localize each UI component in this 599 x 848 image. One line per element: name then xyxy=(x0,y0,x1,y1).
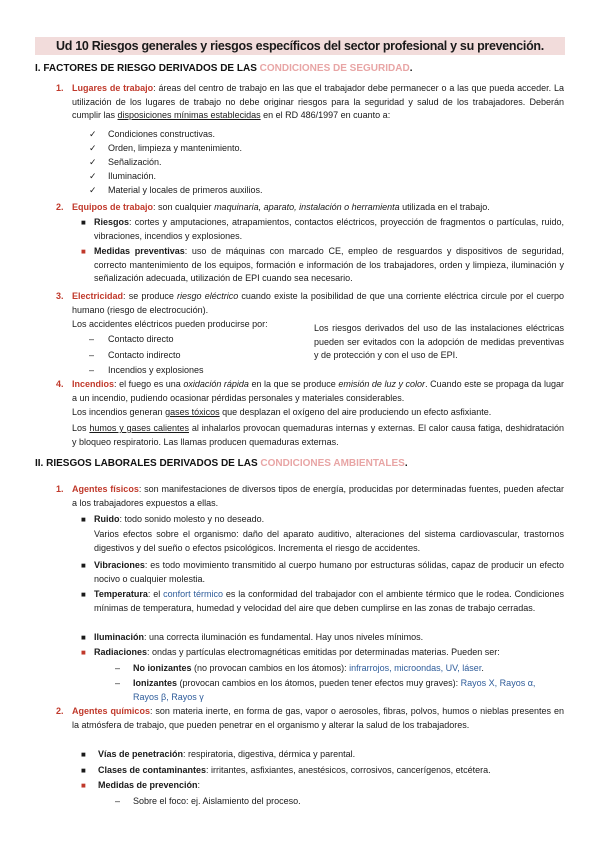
dash-icon: – xyxy=(89,334,95,344)
check-item-3: Señalización. xyxy=(108,157,162,167)
dash-icon: – xyxy=(89,350,95,360)
p2u: gases tóxicos xyxy=(165,407,220,417)
check-item-4: Iluminación. xyxy=(108,171,157,181)
bullet-icon: ■ xyxy=(81,781,86,790)
item-4-number: 4. xyxy=(56,379,64,389)
check-item-5: Material y locales de primeros auxilios. xyxy=(108,185,263,195)
bullet-icon: ■ xyxy=(81,648,86,657)
item-1-underlined: disposiciones mínimas establecidas xyxy=(117,110,261,121)
accidents-intro: Los accidentes eléctricos pueden producirse por: xyxy=(72,319,268,329)
item-2-head: Equipos de trabajo xyxy=(72,202,154,212)
p2a: Los incendios generan xyxy=(72,407,166,417)
temp-t2: es la conformidad del trabajador con el ambiente térmico que le rodea. Condiciones mínimas de temperatura, humedad y velocidad del aire que deben cumplirse en las zonas de trabajo cerradas. xyxy=(94,589,564,613)
p3a: Los xyxy=(72,423,90,433)
vib-head: Vibraciones xyxy=(94,560,145,570)
item-2-measures xyxy=(94,245,564,286)
measures-head: Medidas preventivas xyxy=(94,246,185,256)
item-1-t1: : áreas del centro de trabajo en las que el trabajador debe permanecer o a las que pueda acceder. La utilización de los lugares de trabajo no debe originar riesgos para la seguridad y salud de los trabajadores. Deberán cumplir las xyxy=(72,83,564,121)
ion-head: Ionizantes xyxy=(133,678,178,688)
item-ii-2-t1: : son materia inerte, en forma de gas, vapor o aerosoles, fibras, polvos, humos o nieblas presentes en la atmósfera de trabajo, que pueden penetrar en el organismo y alterar la salud de los trabajadores. xyxy=(72,706,564,730)
item-3-text xyxy=(72,290,564,317)
item-2-t1: : son cualquier xyxy=(153,202,215,212)
dash-icon: – xyxy=(89,365,95,375)
section-2-heading xyxy=(35,457,408,471)
temp-blue: confort térmico xyxy=(163,589,223,599)
item-ii-1-number: 1. xyxy=(56,484,64,494)
ilu-head: Iluminación xyxy=(94,632,145,642)
p3b: al inhalarlos provocan quemaduras internas y externas. El calor causa fatiga, deshidratación y bloqueo respiratorio. Las llamas producen quemaduras externas. xyxy=(72,423,564,447)
dash-item-1: Contacto directo xyxy=(108,334,174,344)
item-1-number: 1. xyxy=(56,83,64,93)
ruido-effects: Varios efectos sobre el organismo: daño del aparato auditivo, alteraciones del sistema cardiovascular, trastornos digestivos y del sueño o efectos psicológicos. Incrementa el riesgo de accidentes. xyxy=(94,529,564,553)
item-3-italic: riesgo eléctrico xyxy=(177,291,239,301)
section-2-prefix: II. RIESGOS LABORALES DERIVADOS DE LAS xyxy=(35,458,261,469)
item-4-t2: en la que se produce xyxy=(248,379,339,389)
item-ii-2-number: 2. xyxy=(56,706,64,716)
item-4-italic-2: emisión de luz y color xyxy=(338,379,426,389)
rad-head: Radiaciones xyxy=(94,647,148,657)
item-1-t2: en el RD 486/1997 en cuanto a: xyxy=(260,110,391,121)
medidas-colon: : xyxy=(197,780,201,790)
noion-blue: infrarrojos, microondas, UV, láser xyxy=(349,663,482,673)
dash-icon: – xyxy=(115,678,121,688)
section-1-highlight: CONDICIONES DE SEGURIDAD xyxy=(259,63,410,74)
vibraciones xyxy=(94,559,564,586)
item-4-para-3 xyxy=(72,422,564,449)
temperatura xyxy=(94,588,564,615)
item-3-head: Electricidad xyxy=(72,291,124,301)
item-2-number: 2. xyxy=(56,202,64,212)
item-4-italic-1: oxidación rápida xyxy=(183,379,249,389)
p3u: humos y gases calientes xyxy=(89,423,189,433)
rad-text: : ondas y partículas electromagnéticas emitidas por determinadas materias. Pueden ser: xyxy=(147,647,500,657)
bullet-icon: ■ xyxy=(81,633,86,642)
check-icon: ✓ xyxy=(89,143,97,153)
radiaciones xyxy=(94,646,564,660)
item-4-t1: : el fuego es una xyxy=(114,379,184,389)
item-ii-1-head: Agentes físicos xyxy=(72,484,139,494)
bullet-icon: ■ xyxy=(81,515,86,524)
item-3-t1: : se produce xyxy=(123,291,178,301)
ion-blue: Rayos X, Rayos α, Rayos β, Rayos γ xyxy=(133,678,536,702)
item-1-text xyxy=(72,82,564,123)
item-2-italic: maquinaria, aparato, instalación o herramienta xyxy=(214,202,400,212)
section-1-prefix: I. FACTORES DE RIESGO DERIVADOS DE LAS xyxy=(35,63,260,74)
clases-text: : irritantes, asfixiantes, anestésicos, corrosivos, cancerígenos, etcétera. xyxy=(206,765,491,775)
medidas-head: Medidas de prevención xyxy=(98,780,198,790)
item-2-t2: utilizada en el trabajo. xyxy=(399,202,490,212)
ruido-text: : todo sonido molesto y no deseado. xyxy=(119,514,265,524)
no-ionizantes xyxy=(133,662,553,676)
bullet-icon: ■ xyxy=(81,766,86,775)
temp-t1: : el xyxy=(147,589,164,599)
check-icon: ✓ xyxy=(89,185,97,195)
electric-note: Los riesgos derivados del uso de las instalaciones eléctricas pueden ser evitados con la adopción de medidas preventivas y de protección y con el uso de EPI. xyxy=(314,323,564,361)
item-4-text xyxy=(72,378,564,405)
bullet-icon: ■ xyxy=(81,750,86,759)
check-icon: ✓ xyxy=(89,171,97,181)
item-4-para-2 xyxy=(72,406,564,420)
vias xyxy=(98,748,564,762)
temp-head: Temperatura xyxy=(94,589,148,599)
item-3-number: 3. xyxy=(56,291,64,301)
noion-head: No ionizantes xyxy=(133,663,192,673)
item-2-risks xyxy=(94,216,564,243)
item-1-head: Lugares de trabajo xyxy=(72,83,154,93)
bullet-icon: ■ xyxy=(81,218,86,227)
check-icon: ✓ xyxy=(89,129,97,139)
noion-text: (no provocan cambios en los átomos): xyxy=(191,663,350,673)
page-title: Ud 10 Riesgos generales y riesgos específicos del sector profesional y su prevención. xyxy=(35,37,565,55)
risks-head: Riesgos xyxy=(94,217,130,227)
section-1-dot: . xyxy=(409,63,413,74)
check-item-2: Orden, limpieza y mantenimiento. xyxy=(108,143,243,153)
bullet-icon: ■ xyxy=(81,247,86,256)
dash-icon: – xyxy=(115,796,121,806)
item-2-text xyxy=(72,201,564,215)
section-2-dot: . xyxy=(404,458,408,469)
clases-head: Clases de contaminantes xyxy=(98,765,207,775)
ruido-head: Ruido xyxy=(94,514,120,524)
ion-text: (provocan cambios en los átomos, pueden tener efectos muy graves): xyxy=(177,678,461,688)
p2b: que desplazan el oxígeno del aire produciendo un efecto asfixiante. xyxy=(219,407,492,417)
bullet-icon: ■ xyxy=(81,590,86,599)
item-4-t3: . Cuando este se propaga da lugar a un incendio, pudiendo ocasionar pérdidas personales y materiales considerables. xyxy=(72,379,564,403)
measures-text: : uso de máquinas con marcado CE, empleo de resguardos y dispositivos de seguridad, correcto mantenimiento de los equipos, formación e información de los trabajadores, orden y limpieza, iluminación y señalización adecuada, utilización de EPI cuando sea necesario. xyxy=(94,246,564,284)
ruido xyxy=(94,513,564,527)
section-1-heading xyxy=(35,62,412,76)
iluminacion xyxy=(94,631,564,645)
item-3-t2: cuando existe la posibilidad de que una corriente eléctrica circule por el cuerpo humano (riesgo de electrocución). xyxy=(72,291,564,315)
risks-text: : cortes y amputaciones, atrapamientos, contactos eléctricos, proyección de fragmentos o partículas, ruido, vibraciones, incendios y explosiones. xyxy=(94,217,564,241)
clases xyxy=(98,764,564,778)
dash-item-3: Incendios y explosiones xyxy=(108,365,204,375)
check-item-1: Condiciones constructivas. xyxy=(108,129,216,139)
item-ii-1-t1: : son manifestaciones de diversos tipos de energía, producidas por determinadas fuentes, pueden afectar a los trabajadores expuestos a ellas. xyxy=(72,484,564,508)
item-4-head: Incendios xyxy=(72,379,115,389)
vias-text: : respiratoria, digestiva, dérmica y parental. xyxy=(183,749,356,759)
vias-head: Vías de penetración xyxy=(98,749,184,759)
bullet-icon: ■ xyxy=(81,561,86,570)
ilu-text: : una correcta iluminación es fundamental. Hay unos niveles mínimos. xyxy=(144,632,424,642)
check-icon: ✓ xyxy=(89,157,97,167)
item-ii-2-head: Agentes químicos xyxy=(72,706,150,716)
item-ii-1-text xyxy=(72,483,564,510)
dash-icon: – xyxy=(115,663,121,673)
ionizantes xyxy=(133,677,563,704)
medidas xyxy=(98,779,564,793)
medidas-item-1: Sobre el foco: ej. Aislamiento del proceso. xyxy=(133,796,301,806)
noion-dot: . xyxy=(481,663,484,673)
section-2-highlight: CONDICIONES AMBIENTALES xyxy=(260,458,405,469)
dash-item-2: Contacto indirecto xyxy=(108,350,181,360)
vib-text: : es todo movimiento transmitido al cuerpo humano por estructuras sólidas, capaz de producir un efecto nocivo o cualquier molestia. xyxy=(94,560,564,584)
item-ii-2-text xyxy=(72,705,564,732)
